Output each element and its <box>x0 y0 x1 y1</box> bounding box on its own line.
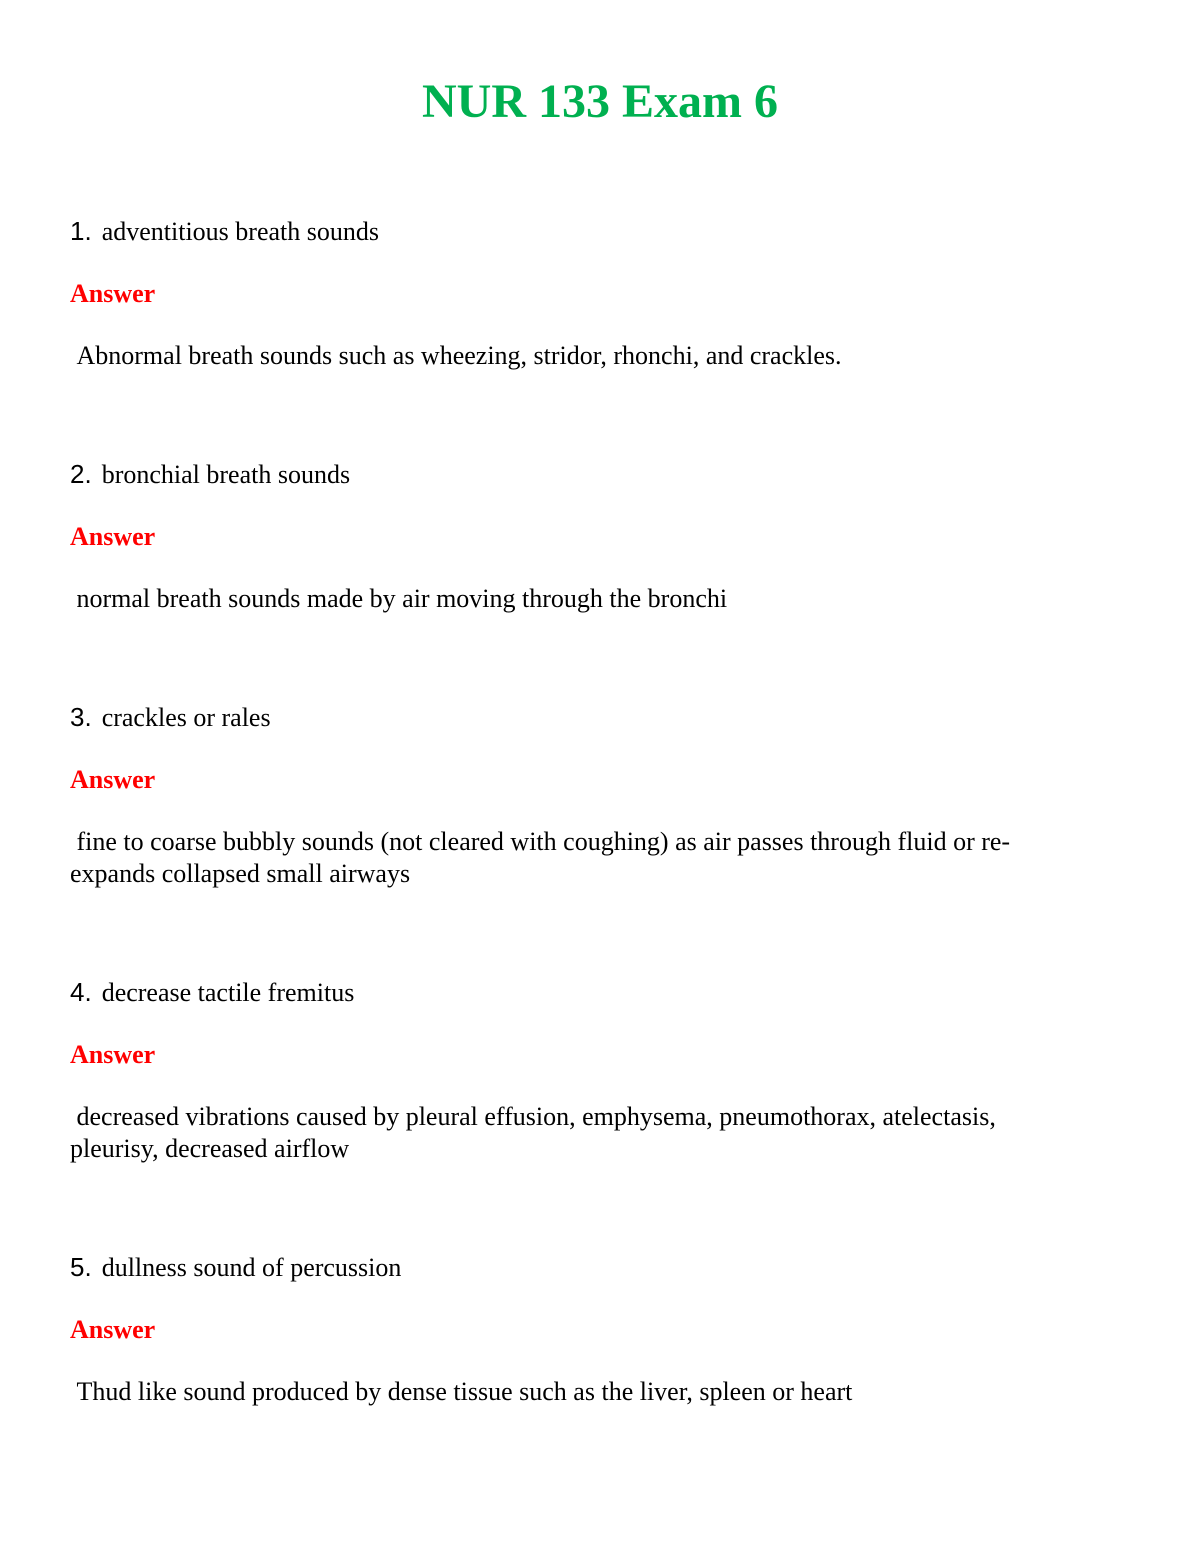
question-number: 1. <box>70 216 92 246</box>
answer-label: Answer <box>70 1315 156 1344</box>
question-number: 2. <box>70 459 92 489</box>
question-text: adventitious breath sounds <box>101 217 379 246</box>
question-text: decrease tactile fremitus <box>101 978 355 1007</box>
question-number: 3. <box>70 702 92 732</box>
question-text: crackles or rales <box>101 703 271 732</box>
question-text: dullness sound of percussion <box>101 1253 402 1282</box>
question <box>70 214 379 253</box>
question <box>70 457 350 496</box>
question-number: 4. <box>70 977 92 1007</box>
question <box>70 700 271 739</box>
answer-label: Answer <box>70 765 156 794</box>
question <box>70 975 354 1014</box>
document-title: NUR 133 Exam 6 <box>422 75 778 128</box>
answer-text: decreased vibrations caused by pleural effusion, emphysema, pneumothorax, atelectasis, pleurisy, decreased airflow <box>70 1102 996 1163</box>
answer-label: Answer <box>70 1040 156 1069</box>
question <box>70 1250 401 1289</box>
answer-text: Thud like sound produced by dense tissue such as the liver, spleen or heart <box>70 1377 853 1406</box>
answer-label: Answer <box>70 279 156 308</box>
question-number: 5. <box>70 1252 92 1282</box>
answer-text: fine to coarse bubbly sounds (not cleared with coughing) as air passes through fluid or re- expands collapsed small airways <box>70 827 1011 888</box>
answer-text: normal breath sounds made by air moving through the bronchi <box>70 584 728 613</box>
answer-text: Abnormal breath sounds such as wheezing, stridor, rhonchi, and crackles. <box>70 341 842 370</box>
answer-label: Answer <box>70 522 156 551</box>
question-text: bronchial breath sounds <box>101 460 351 489</box>
